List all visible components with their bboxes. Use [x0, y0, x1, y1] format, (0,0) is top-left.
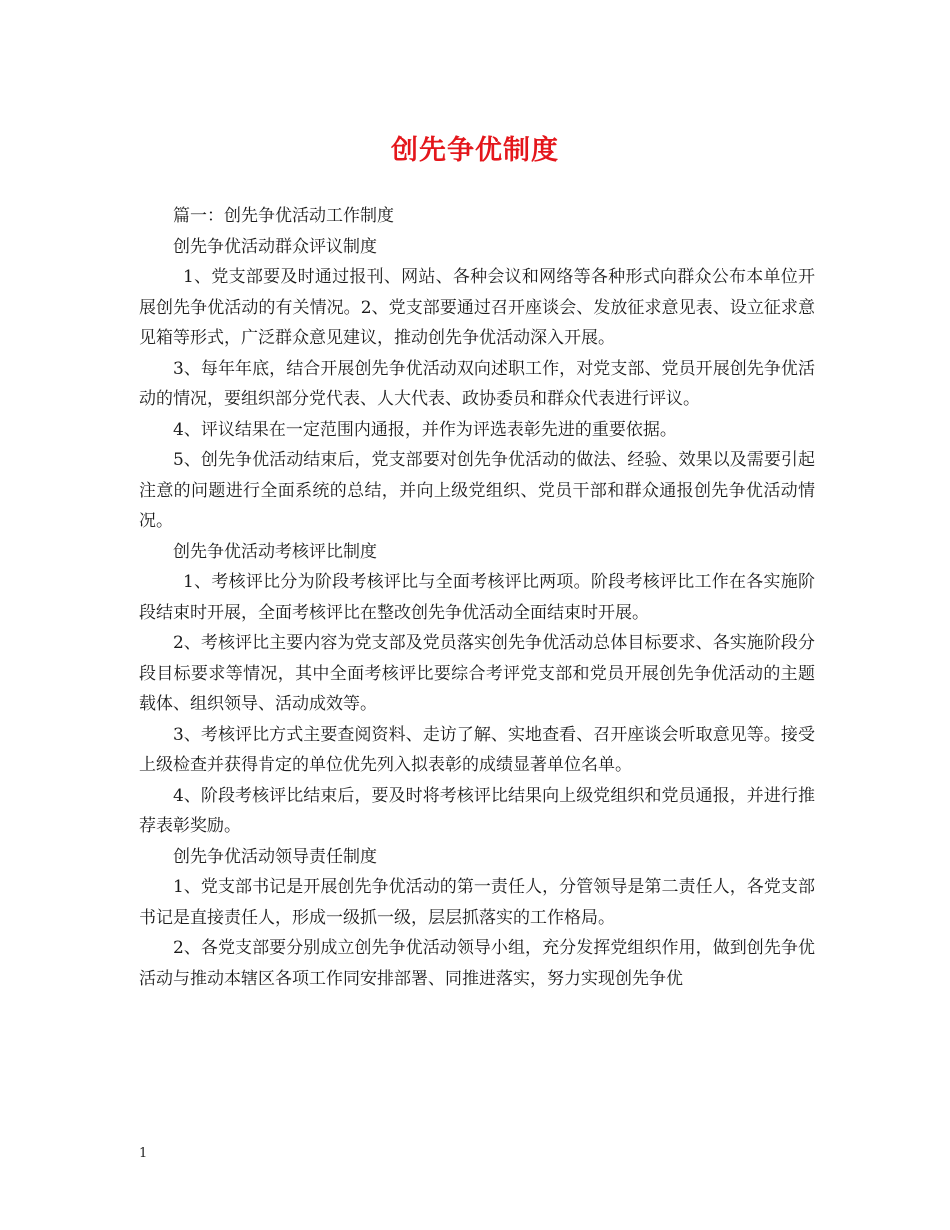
paragraph: 3、考核评比方式主要查阅资料、走访了解、实地查看、召开座谈会听取意见等。接受上级检查并获得肯定的单位优先列入拟表彰的成绩显著单位名单。 — [139, 724, 815, 775]
page-number: 1 — [139, 1146, 148, 1161]
paragraph: 1、党支部要及时通过报刊、网站、各种会议和网络等各种形式向群众公布本单位开展创先争优活动的有关情况。2、党支部要通过召开座谈会、发放征求意见表、设立征求意见箱等形式，广泛群众意见建议，推动创先争优活动深入开展。 — [139, 267, 815, 348]
chapter-heading: 篇一：创先争优活动工作制度 — [173, 206, 394, 226]
document-body — [139, 201, 815, 994]
paragraph: 1、党支部书记是开展创先争优活动的第一责任人，分管领导是第二责任人，各党支部书记是直接责任人，形成一级抓一级，层层抓落实的工作格局。 — [139, 877, 815, 928]
paragraph: 2、各党支部要分别成立创先争优活动领导小组，充分发挥党组织作用，做到创先争优活动与推动本辖区各项工作同安排部署、同推进落实，努力实现创先争优 — [139, 938, 815, 989]
section-heading-mass-evaluation: 创先争优活动群众评议制度 — [173, 236, 377, 257]
paragraph: 4、评议结果在一定范围内通报，并作为评选表彰先进的重要依据。 — [173, 419, 677, 440]
document-title: 创先争优制度 — [391, 135, 559, 166]
paragraph: 2、考核评比主要内容为党支部及党员落实创先争优活动总体目标要求、各实施阶段分段目标要求等情况，其中全面考核评比要综合考评党支部和党员开展创先争优活动的主题载体、组织领导、活动成效等。 — [139, 633, 815, 714]
paragraph: 5、创先争优活动结束后，党支部要对创先争优活动的做法、经验、效果以及需要引起注意的问题进行全面系统的总结，并向上级党组织、党员干部和群众通报创先争优活动情况。 — [139, 450, 815, 531]
section-heading-assessment: 创先争优活动考核评比制度 — [173, 541, 377, 562]
paragraph: 3、每年年底，结合开展创先争优活动双向述职工作，对党支部、党员开展创先争优活动的情况，要组织部分党代表、人大代表、政协委员和群众代表进行评议。 — [139, 358, 815, 409]
paragraph: 1、考核评比分为阶段考核评比与全面考核评比两项。阶段考核评比工作在各实施阶段结束时开展，全面考核评比在整改创先争优活动全面结束时开展。 — [139, 572, 815, 623]
section-heading-leadership: 创先争优活动领导责任制度 — [173, 846, 377, 867]
paragraph: 4、阶段考核评比结束后，要及时将考核评比结果向上级党组织和党员通报，并进行推荐表彰奖励。 — [139, 785, 815, 836]
